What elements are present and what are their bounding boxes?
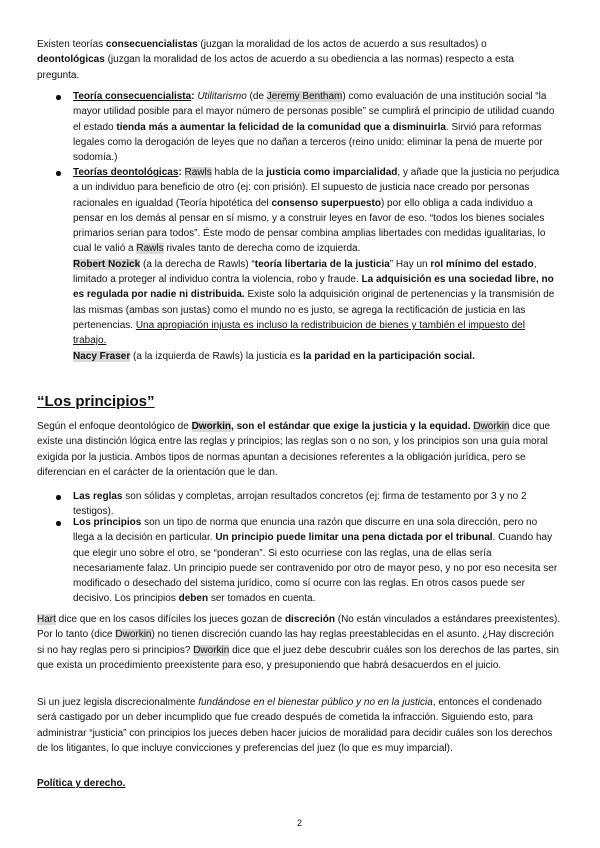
paragraph-text: Según el enfoque deontológico de [37, 421, 192, 432]
bullet-text: (a la derecha de Rawls) “ [140, 258, 255, 270]
bullet-label: Teoría consecuencialista [73, 91, 192, 102]
bullet-consecuencialista [73, 89, 560, 165]
bullet-text: . Cuando hay que elegir uno sobre el otro, se “ponderan”. Si esto ocurriese con las reglas, una de ellas sería necesariamente falaz. Un principio puede ser contravenido por otro de mayor peso, y no por eso necesita ser modificado o desechado del sistema jurídico, como sí ocurre con las reglas. En otros casos puede ser decisivo. Los principios [73, 532, 558, 605]
bullet-principios [73, 515, 560, 607]
bold-phrase: la paridad en la participación social. [303, 350, 475, 362]
utilitarismo-term: Utilitarismo [197, 91, 247, 102]
deontologicas-term: deontológicas [37, 54, 105, 66]
underlined-phrase: Una apropiación injusta es incluso la redistribuicion de bienes y también el impuesto del trabajo. [73, 319, 525, 347]
paragraph-text: Si un juez legisla discrecionalmente [37, 697, 199, 708]
bold-phrase: Un principio puede limitar una pena dictada por el tribunal [215, 532, 493, 544]
italic-phrase: fundándose en el bienestar público y no en la justicia [198, 697, 433, 708]
juez-paragraph [37, 695, 561, 756]
bullet-dot [56, 95, 61, 100]
bold-phrase: teoría libertaria de la justicia [254, 258, 390, 270]
bullet-text: . Sirvió para reformas legales como la derogación de leyes que no dañan a terceros (reino unido: eliminar la pena de muerte por sodomía.) [73, 121, 543, 164]
highlight-name: Hart [37, 614, 56, 625]
highlight-name: Dworkin [193, 644, 230, 656]
bold-phrase: deben [178, 593, 209, 605]
paragraph-text: , [231, 421, 237, 432]
highlight-name: Jeremy Bentham [266, 91, 343, 102]
paragraph-text: ) no tienen discreción cuando las hay reglas preestablecidas en el asunto. ¿Hay discreción si no hay reglas pero si principios? [37, 629, 554, 656]
bullet-text: habla de la [211, 167, 267, 178]
bullet-label: Teorías deontológicas [73, 167, 179, 178]
bullet-text: (de [246, 91, 267, 102]
highlight-name: Robert Nozick [73, 258, 141, 270]
bullet-text: son un tipo de norma que enuncia una razón que discurre en una sola dirección, pero no llega a la decisión en particular. [73, 517, 538, 544]
bullet-label: Los principios [73, 517, 142, 528]
section-heading: “Los principios” [37, 393, 155, 410]
dworkin-paragraph [37, 419, 561, 480]
consecuencialistas-term: consecuencialistas [105, 39, 198, 50]
bullet-colon: : [191, 91, 195, 102]
intro-text: (juzgan la moralidad de los actos de acuerdo a su obediencia a las normas) respecto a esta pregunta. [37, 54, 514, 81]
bullet-dot [56, 495, 61, 500]
bullet-dot [56, 171, 61, 176]
bullet-deontologicas [73, 165, 560, 364]
bullet-text: ” Hay un [389, 258, 431, 270]
bullet-text: ser tomados en cuenta. [208, 593, 316, 605]
intro-paragraph [37, 37, 537, 83]
bullet-dot [56, 521, 61, 526]
highlight-name: Dworkin [473, 421, 510, 432]
highlight-name: Dworkin [191, 421, 232, 432]
paragraph-text: dice que existe una distinción lógica entre las reglas y principios; las reglas son o no son, y los principios son una guía moral exigida por la justicia. Ambos tipos de normas apuntan a decisiones referentes a la obligación jurídica, pero se diferencian en el carácter de la orientación que le dan. [37, 421, 551, 478]
paragraph-text: dice que el juez debe descubrir cuáles son los derechos de las partes, sin que exista un procedimiento preexistente para eso, y presuponiendo que habrá desacuerdos en el juicio. [37, 644, 559, 671]
highlight-name: Dworkin [115, 629, 152, 641]
bold-phrase: tienda más a aumentar la felicidad de la comunidad que a disminuirla [116, 121, 446, 133]
bullet-text: ) como evaluación de una institución social “la mayor utilidad posible para el mayor número de personas posible” se cumplirá el principio de utilidad cuando el estado [73, 91, 555, 133]
bullet-text: , limitado a proteger al individuo contra la violencia, robo y fraude. [73, 258, 537, 286]
highlight-name: Nacy Fraser [73, 350, 131, 362]
bold-phrase: consenso superpuesto [271, 197, 381, 209]
bullet-text: Existe solo la adquisición original de pertenencias y la transmisión de las mismas (ambas son justas) como el mundo no es justo, se agrega la rectificación de justicia en las pertenencias. [73, 289, 555, 331]
bullet-text: ) por ello obliga a cada individuo a pensar en los demás al pensar en sí mismo, y a construir leyes en favor de eso. “todos los bienes sociales primarios serian para todos”. Éste modo de pensar combina amplias libertades con medidas igualitarias, lo cual le valió a [73, 197, 546, 255]
bold-phrase: son el estándar que exige la justicia y la equidad. [236, 421, 471, 432]
page-number: 2 [297, 818, 303, 828]
subsection-heading: Política y derecho. [37, 778, 126, 789]
hart-paragraph [37, 612, 561, 673]
bullet-text: rivales tanto de derecha como de izquierda. [163, 243, 361, 255]
bullet-text: (a la izquierda de Rawls) la justicia es [130, 350, 304, 362]
intro-text: Existen teorías [37, 39, 106, 50]
bold-phrase: La adquisición es una sociedad libre, no es regulada por nadie ni distribuida. [73, 274, 554, 301]
bullet-colon: : [178, 167, 185, 178]
bold-phrase: discreción [284, 614, 335, 625]
bullet-text: , y añade que la justicia no perjudica a un individuo para beneficio de otro (ej: con prisión). El supuesto de justicia nace creado por personas racionales en igualdad (Teoría hipotética del [73, 167, 560, 209]
bold-phrase: justicia como imparcialidad [266, 167, 398, 178]
bullet-text: son sólidas y completas, arrojan resultados concretos (ej: firma de testamento por 3 y no 2 testigos). [73, 491, 527, 518]
bullet-label: Las reglas [73, 491, 123, 502]
highlight-name: Rawls [136, 243, 164, 255]
highlight-name: Rawls [184, 167, 212, 178]
paragraph-text: , entonces el condenado será castigado por un deber incumplido que fue creado después de cometida la infracción. Siguiendo esto, para administrar “justicia” con principios los jueces deben hacer juicios de moralidad para decidir cuáles son los derechos de los litigantes, lo que incluye convicciones y preferencias del juez (lo que es muy imparcial). [37, 697, 553, 754]
paragraph-text: (No están vinculados a estándares preexistentes). Por lo tanto (dice [37, 614, 561, 641]
bold-phrase: rol mínimo del estado [430, 258, 534, 270]
intro-text: (juzgan la moralidad de los actos de acuerdo a sus resultados) o [197, 39, 487, 50]
paragraph-text: dice que en los casos difíciles los jueces gozan de [55, 614, 285, 625]
